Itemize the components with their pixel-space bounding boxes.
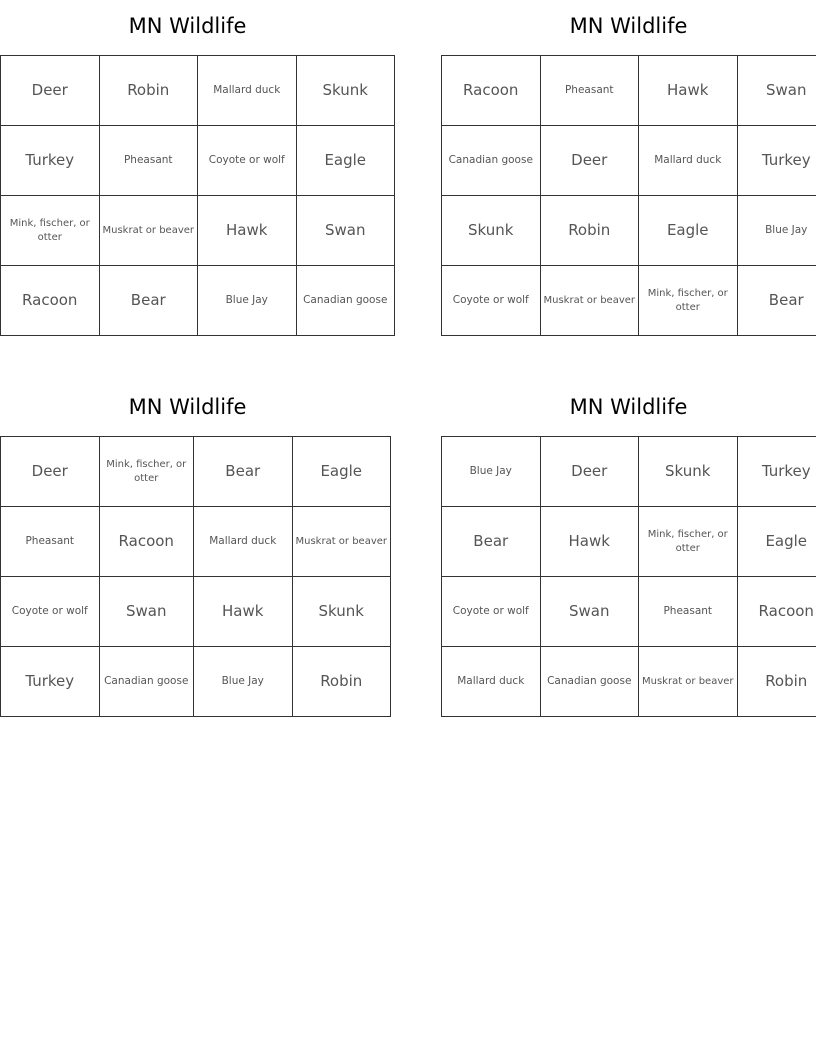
grid-cell: Canadian goose xyxy=(442,126,541,196)
grid-cell: Bear xyxy=(194,437,293,507)
grid-row xyxy=(442,126,816,196)
grid-cell: Muskrat or beaver xyxy=(99,196,198,266)
grid-cell: Bear xyxy=(99,266,198,336)
grid-row xyxy=(1,196,395,266)
grid-cell: Blue Jay xyxy=(737,196,816,266)
card-title: MN Wildlife xyxy=(569,14,688,38)
grid-row xyxy=(442,196,816,266)
grid-cell: Pheasant xyxy=(639,577,738,647)
grid-cell: Mink, fischer, or otter xyxy=(639,507,738,577)
bingo-grid xyxy=(441,55,816,336)
grid-cell: Skunk xyxy=(442,196,541,266)
grid-cell: Turkey xyxy=(737,126,816,196)
grid-cell: Mallard duck xyxy=(639,126,738,196)
grid-row xyxy=(442,647,816,717)
grid-cell: Deer xyxy=(1,56,100,126)
grid-cell: Blue Jay xyxy=(194,647,293,717)
bingo-grid xyxy=(0,55,395,336)
grid-cell: Canadian goose xyxy=(99,647,194,717)
grid-cell: Eagle xyxy=(639,196,738,266)
grid-cell: Racoon xyxy=(442,56,541,126)
grid-cell: Eagle xyxy=(292,437,391,507)
grid-row xyxy=(1,266,395,336)
card-title: MN Wildlife xyxy=(569,395,688,419)
card-title: MN Wildlife xyxy=(128,14,247,38)
bingo-card-4 xyxy=(441,381,816,717)
grid-cell: Swan xyxy=(540,577,639,647)
grid-row xyxy=(1,507,391,577)
grid-cell: Turkey xyxy=(1,647,100,717)
grid-cell: Turkey xyxy=(737,437,816,507)
grid-cell: Mink, fischer, or otter xyxy=(1,196,100,266)
grid-row xyxy=(1,647,391,717)
grid-cell: Robin xyxy=(292,647,391,717)
card-title: MN Wildlife xyxy=(128,395,247,419)
grid-row xyxy=(1,56,395,126)
grid-cell: Coyote or wolf xyxy=(442,577,541,647)
grid-row xyxy=(442,266,816,336)
grid-cell: Deer xyxy=(1,437,100,507)
grid-cell: Blue Jay xyxy=(442,437,541,507)
grid-cell: Mallard duck xyxy=(198,56,297,126)
grid-cell: Muskrat or beaver xyxy=(292,507,391,577)
grid-cell: Turkey xyxy=(1,126,100,196)
grid-cell: Eagle xyxy=(737,507,816,577)
grid-cell: Mink, fischer, or otter xyxy=(99,437,194,507)
grid-cell: Deer xyxy=(540,437,639,507)
grid-cell: Racoon xyxy=(99,507,194,577)
grid-row xyxy=(1,126,395,196)
grid-cell: Skunk xyxy=(292,577,391,647)
grid-cell: Deer xyxy=(540,126,639,196)
grid-row xyxy=(1,437,391,507)
bingo-card-3 xyxy=(0,381,388,717)
grid-cell: Swan xyxy=(296,196,395,266)
grid-row xyxy=(442,437,816,507)
grid-cell: Eagle xyxy=(296,126,395,196)
grid-cell: Skunk xyxy=(639,437,738,507)
bingo-card-1 xyxy=(0,0,388,336)
grid-cell: Mink, fischer, or otter xyxy=(639,266,738,336)
grid-cell: Robin xyxy=(99,56,198,126)
grid-cell: Robin xyxy=(540,196,639,266)
bingo-card-2 xyxy=(441,0,816,336)
grid-cell: Robin xyxy=(737,647,816,717)
grid-cell: Blue Jay xyxy=(198,266,297,336)
bingo-grid xyxy=(0,436,391,717)
grid-cell: Coyote or wolf xyxy=(442,266,541,336)
grid-cell: Coyote or wolf xyxy=(1,577,100,647)
grid-cell: Bear xyxy=(737,266,816,336)
grid-cell: Swan xyxy=(737,56,816,126)
grid-row xyxy=(442,507,816,577)
bingo-grid xyxy=(441,436,816,717)
grid-cell: Pheasant xyxy=(99,126,198,196)
grid-cell: Hawk xyxy=(194,577,293,647)
grid-cell: Canadian goose xyxy=(296,266,395,336)
grid-cell: Swan xyxy=(99,577,194,647)
grid-cell: Mallard duck xyxy=(194,507,293,577)
grid-cell: Hawk xyxy=(540,507,639,577)
grid-row xyxy=(1,577,391,647)
grid-cell: Bear xyxy=(442,507,541,577)
grid-cell: Racoon xyxy=(1,266,100,336)
grid-cell: Hawk xyxy=(198,196,297,266)
grid-cell: Pheasant xyxy=(1,507,100,577)
grid-cell: Mallard duck xyxy=(442,647,541,717)
grid-row xyxy=(442,56,816,126)
grid-cell: Muskrat or beaver xyxy=(540,266,639,336)
grid-cell: Muskrat or beaver xyxy=(639,647,738,717)
grid-cell: Hawk xyxy=(639,56,738,126)
grid-cell: Racoon xyxy=(737,577,816,647)
grid-cell: Pheasant xyxy=(540,56,639,126)
grid-cell: Canadian goose xyxy=(540,647,639,717)
grid-cell: Coyote or wolf xyxy=(198,126,297,196)
grid-row xyxy=(442,577,816,647)
grid-cell: Skunk xyxy=(296,56,395,126)
